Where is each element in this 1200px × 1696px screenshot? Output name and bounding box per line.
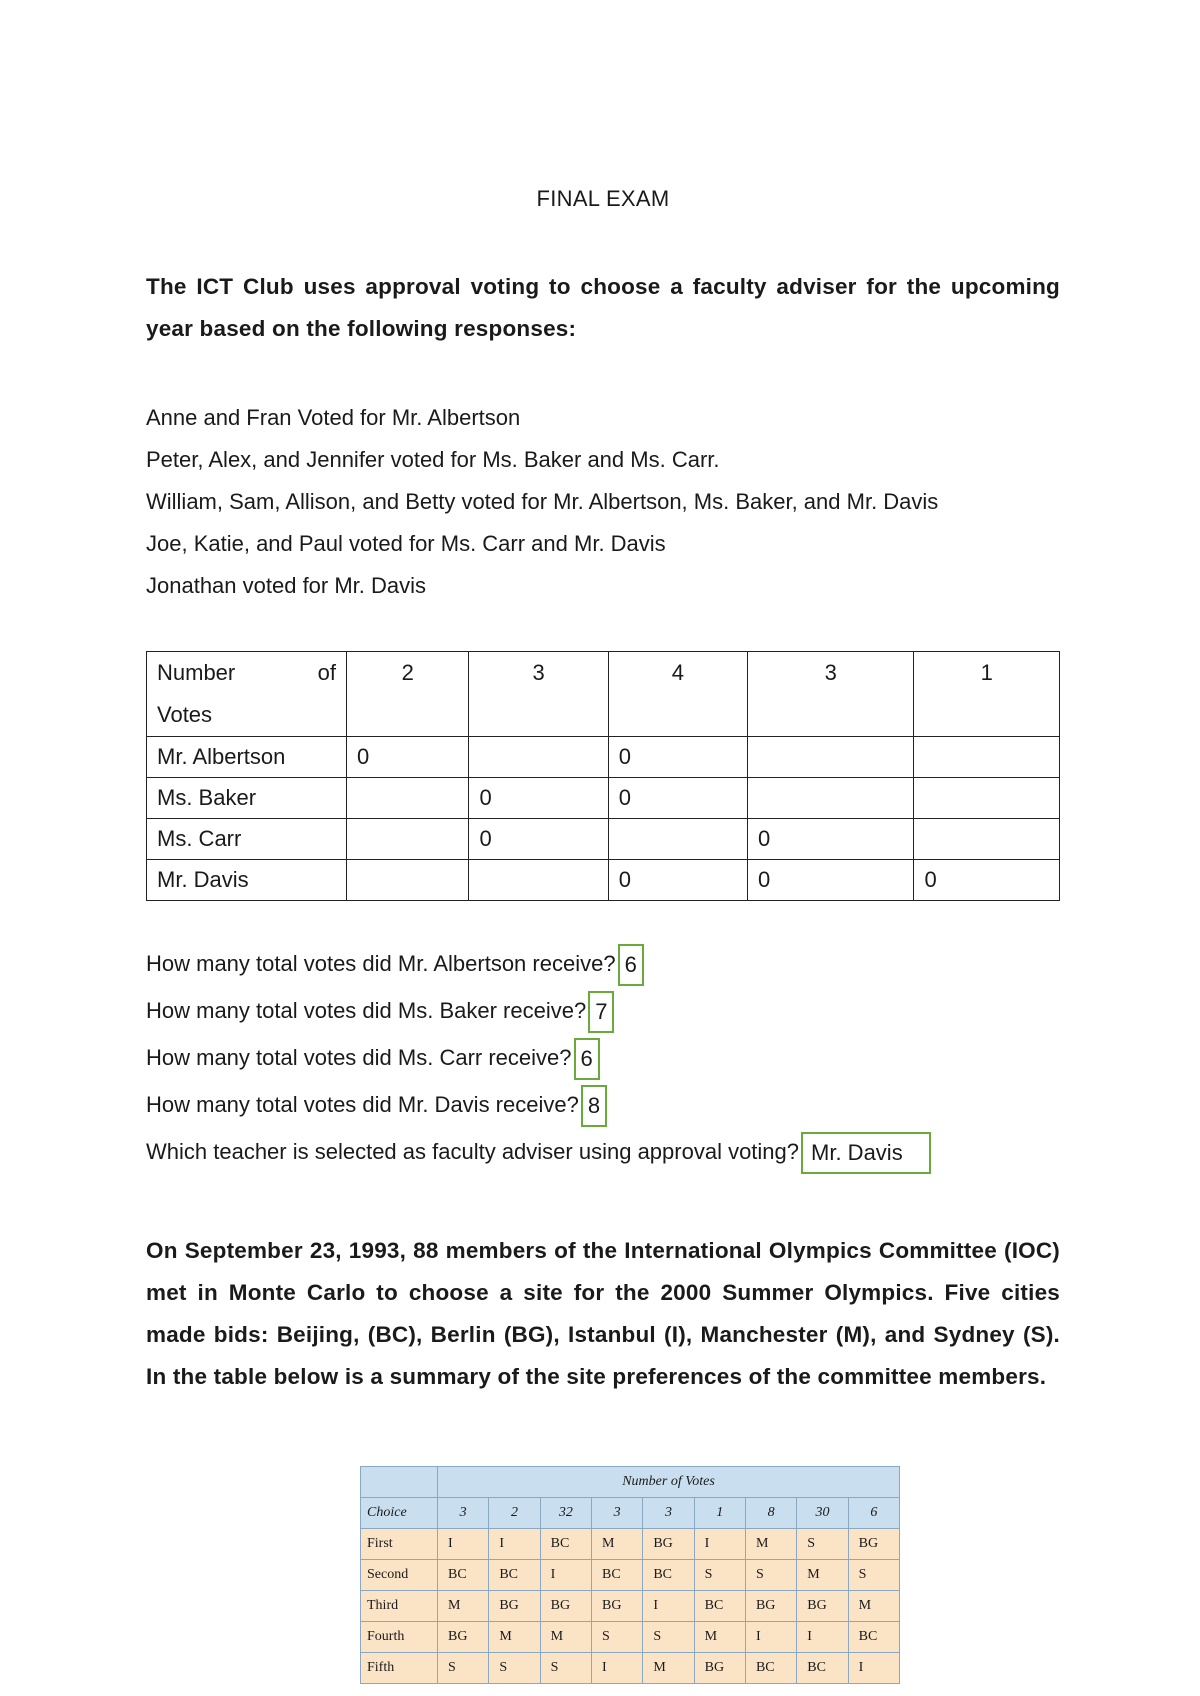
table-cell: BC: [848, 1622, 899, 1653]
vote-line: William, Sam, Allison, and Betty voted for Mr. Albertson, Ms. Baker, and Mr. Davis: [146, 489, 939, 514]
table-cell: I: [848, 1653, 899, 1684]
answer-field[interactable]: 7: [588, 991, 614, 1033]
table-header-row: [361, 1498, 900, 1529]
table-cell: 0: [914, 860, 1060, 901]
question-item: [146, 1128, 1060, 1175]
choice-label: Choice: [361, 1498, 438, 1529]
table-cell: S: [489, 1653, 540, 1684]
table-cell: BG: [643, 1529, 694, 1560]
table-cell: BG: [489, 1591, 540, 1622]
table-header-row: [361, 1467, 900, 1498]
vote-line: Anne and Fran Voted for Mr. Albertson: [146, 405, 521, 430]
vote-count-cell: 3: [438, 1498, 489, 1529]
table-cell: I: [540, 1560, 591, 1591]
olympic-preference-table: [360, 1466, 900, 1684]
table-cell: [608, 819, 747, 860]
table-cell: M: [591, 1529, 642, 1560]
table-cell: BG: [848, 1529, 899, 1560]
problem2-intro: On September 23, 1993, 88 members of the International Olympics Committee (IOC) met in Monte Carlo to choose a site for the 2000 Summer Olympics. Five cities made bids: Beijing, (BC), Berlin (BG), Istanbul (I), Manchester (M), and Sydney (S). In the table below is a summary of the site preferences of the committee members.: [146, 1238, 1060, 1389]
table-cell: M: [489, 1622, 540, 1653]
table-cell: BC: [489, 1560, 540, 1591]
table-row: [361, 1560, 900, 1591]
number-of-votes-label: Number of Votes: [438, 1467, 900, 1498]
table-cell: BC: [745, 1653, 796, 1684]
table-cell: S: [540, 1653, 591, 1684]
table-cell: M: [694, 1622, 745, 1653]
table-cell: 0: [608, 860, 747, 901]
answer-field[interactable]: Mr. Davis: [801, 1132, 931, 1174]
vote-count-cell: 6: [848, 1498, 899, 1529]
table-cell: S: [694, 1560, 745, 1591]
table-cell: M: [540, 1622, 591, 1653]
choice-rank: Fourth: [361, 1622, 438, 1653]
table-cell: I: [797, 1622, 848, 1653]
question-item: [146, 1034, 1060, 1081]
table-cell: BC: [694, 1591, 745, 1622]
table-cell: [469, 737, 608, 778]
blank-header-cell: [361, 1467, 438, 1498]
vote-count-cell: 3: [591, 1498, 642, 1529]
vote-responses: [146, 397, 1060, 607]
table-cell: BC: [540, 1529, 591, 1560]
vote-count-cell: 1: [914, 652, 1060, 737]
table-cell: S: [797, 1529, 848, 1560]
table-row: [147, 778, 1060, 819]
table-cell: M: [438, 1591, 489, 1622]
approval-voting-table: [146, 651, 1060, 901]
table-cell: BG: [540, 1591, 591, 1622]
question-text: Which teacher is selected as faculty adviser using approval voting?: [146, 1139, 800, 1164]
vote-count-cell: 3: [469, 652, 608, 737]
table-cell: BG: [591, 1591, 642, 1622]
table-cell: BC: [643, 1560, 694, 1591]
table-cell: I: [643, 1591, 694, 1622]
table-cell: [469, 860, 608, 901]
table-cell: I: [694, 1529, 745, 1560]
answer-field[interactable]: 8: [581, 1085, 607, 1127]
table-header-row: [147, 652, 1060, 737]
table-row: [147, 737, 1060, 778]
answer-field[interactable]: 6: [574, 1038, 600, 1080]
table-cell: 0: [608, 737, 747, 778]
table-cell: 0: [747, 819, 913, 860]
table-cell: 0: [469, 778, 608, 819]
table-cell: I: [489, 1529, 540, 1560]
questions-list: [146, 940, 1060, 1175]
table-cell: M: [848, 1591, 899, 1622]
question-item: [146, 940, 1060, 987]
vote-count-cell: 3: [747, 652, 913, 737]
table-cell: M: [745, 1529, 796, 1560]
candidate-name: Mr. Davis: [147, 860, 347, 901]
question-text: How many total votes did Mr. Davis receive?: [146, 1092, 579, 1117]
table-row: [361, 1622, 900, 1653]
table-cell: BC: [797, 1653, 848, 1684]
vote-line: Jonathan voted for Mr. Davis: [146, 573, 427, 598]
vote-line: Joe, Katie, and Paul voted for Ms. Carr and Mr. Davis: [146, 531, 666, 556]
table-cell: I: [591, 1653, 642, 1684]
table-row: [361, 1529, 900, 1560]
table-row: [147, 819, 1060, 860]
table-cell: S: [848, 1560, 899, 1591]
candidate-name: Ms. Baker: [147, 778, 347, 819]
question-item: [146, 1081, 1060, 1128]
table-cell: BG: [694, 1653, 745, 1684]
choice-rank: Third: [361, 1591, 438, 1622]
table-cell: [747, 737, 913, 778]
table-cell: 0: [469, 819, 608, 860]
choice-rank: First: [361, 1529, 438, 1560]
candidate-name: Ms. Carr: [147, 819, 347, 860]
table-cell: I: [745, 1622, 796, 1653]
table-cell: [914, 778, 1060, 819]
choice-rank: Second: [361, 1560, 438, 1591]
table-cell: S: [643, 1622, 694, 1653]
vote-count-cell: 3: [643, 1498, 694, 1529]
number-of-votes-header: [147, 652, 347, 737]
vote-count-cell: 8: [745, 1498, 796, 1529]
table-cell: S: [745, 1560, 796, 1591]
vote-line: Peter, Alex, and Jennifer voted for Ms. Baker and Ms. Carr.: [146, 447, 720, 472]
table-cell: BC: [438, 1560, 489, 1591]
vote-count-cell: 4: [608, 652, 747, 737]
table-cell: [346, 860, 469, 901]
table-cell: [747, 778, 913, 819]
table-row: [147, 860, 1060, 901]
header-label-of: of: [317, 660, 336, 685]
table-cell: [914, 737, 1060, 778]
vote-count-cell: 32: [540, 1498, 591, 1529]
vote-count-cell: 2: [346, 652, 469, 737]
question-text: How many total votes did Ms. Baker receive?: [146, 998, 587, 1023]
vote-count-cell: 1: [694, 1498, 745, 1529]
choice-rank: Fifth: [361, 1653, 438, 1684]
vote-count-cell: 30: [797, 1498, 848, 1529]
table-cell: I: [438, 1529, 489, 1560]
table-cell: [346, 819, 469, 860]
table-row: [361, 1591, 900, 1622]
table-cell: BG: [745, 1591, 796, 1622]
table-cell: S: [591, 1622, 642, 1653]
table-cell: M: [797, 1560, 848, 1591]
table-row: [361, 1653, 900, 1684]
table-cell: [914, 819, 1060, 860]
table-cell: 0: [747, 860, 913, 901]
question-text: How many total votes did Mr. Albertson receive?: [146, 951, 616, 976]
table-cell: [346, 778, 469, 819]
table-cell: M: [643, 1653, 694, 1684]
table-cell: 0: [608, 778, 747, 819]
table-cell: S: [438, 1653, 489, 1684]
table-cell: 0: [346, 737, 469, 778]
table-cell: BG: [797, 1591, 848, 1622]
answer-field[interactable]: 6: [618, 944, 644, 986]
header-label-number: Number: [157, 660, 236, 685]
table-cell: BC: [591, 1560, 642, 1591]
candidate-name: Mr. Albertson: [147, 737, 347, 778]
olympic-preference-table-figure: [360, 1466, 900, 1684]
table-cell: BG: [438, 1622, 489, 1653]
page-title: FINAL EXAM: [536, 186, 670, 211]
question-item: [146, 987, 1060, 1034]
question-text: How many total votes did Ms. Carr receive?: [146, 1045, 572, 1070]
header-label-votes: Votes: [157, 702, 213, 727]
vote-count-cell: 2: [489, 1498, 540, 1529]
problem1-intro: The ICT Club uses approval voting to choose a faculty adviser for the upcoming year based on the following responses:: [146, 274, 1060, 341]
